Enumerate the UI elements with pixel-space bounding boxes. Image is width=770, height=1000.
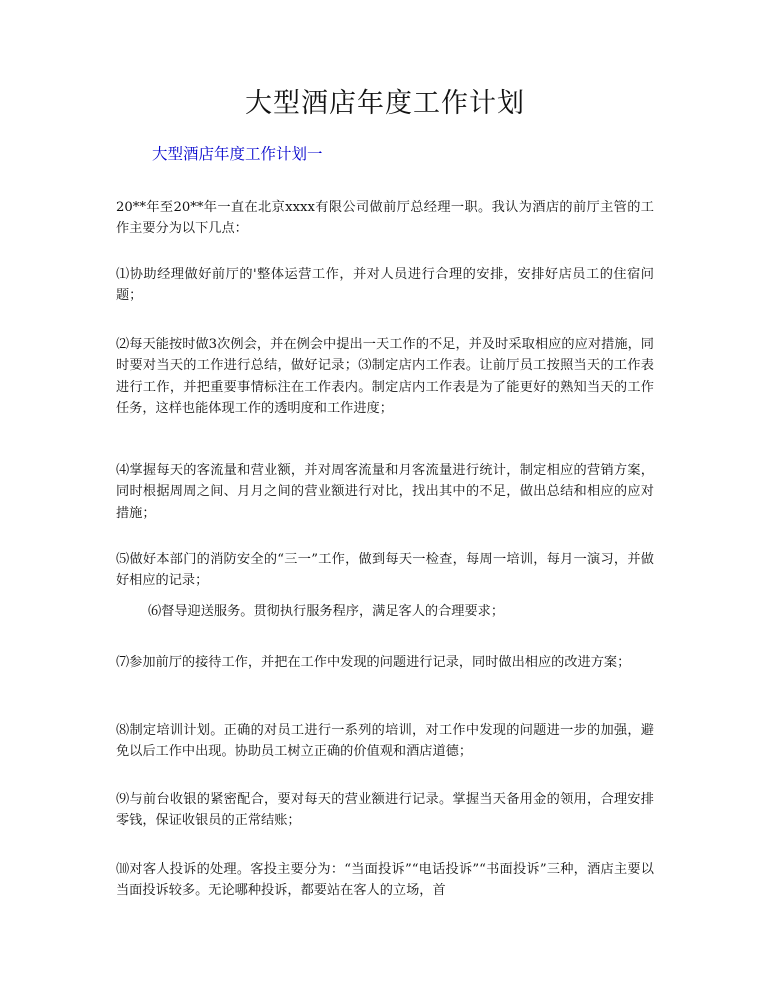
paragraph-item-9: ⑼与前台收银的紧密配合，要对每天的营业额进行记录。掌握当天备用金的领用，合理安排零钱，保证收银员的正常结账； xyxy=(116,792,654,829)
document-subtitle: 大型酒店年度工作计划一 xyxy=(152,145,323,163)
paragraph-intro: 20**年至20**年一直在北京xxxx有限公司做前厅总经理一职。我认为酒店的前厅主管的工作主要分为以下几点： xyxy=(116,200,654,237)
paragraph-item-7: ⑺参加前厅的接待工作，并把在工作中发现的问题进行记录，同时做出相应的改进方案； xyxy=(116,655,631,670)
paragraph-item-4: ⑷掌握每天的客流量和营业额，并对周客流量和月客流量进行统计，制定相应的营销方案，同时根据周周之间、月月之间的营业额进行对比，找出其中的不足，做出总结和相应的应对措施； xyxy=(116,463,654,521)
paragraph-item-1: ⑴协助经理做好前厅的'整体运营工作，并对人员进行合理的安排，安排好店员工的住宿问题； xyxy=(116,267,654,304)
paragraph-item-2-3: ⑵每天能按时做3次例会，并在例会中提出一天工作的不足，并及时采取相应的应对措施，同时要对当天的工作进行总结，做好记录；⑶制定店内工作表。让前厅员工按照当天的工作表进行工作，并把重要事情标注在工作表内。制定店内工作表是为了能更好的熟知当天的工作任务，这样也能体现工作的透明度和工作进度； xyxy=(116,337,654,417)
paragraph-item-5: ⑸做好本部门的消防安全的“三一”工作，做到每天一检查，每周一培训，每月一演习，并做好相应的记录； xyxy=(116,552,654,589)
paragraph-item-8: ⑻制定培训计划。正确的对员工进行一系列的培训，对工作中发现的问题进一步的加强，避免以后工作中出现。协助员工树立正确的价值观和酒店道德； xyxy=(116,723,654,760)
document-title: 大型酒店年度工作计划 xyxy=(245,88,525,119)
paragraph-item-10: ⑽对客人投诉的处理。客投主要分为：“当面投诉”“电话投诉”“书面投诉”三种，酒店主要以当面投诉较多。无论哪种投诉，都要站在客人的立场，首 xyxy=(116,862,654,899)
paragraph-item-6: ⑹督导迎送服务。贯彻执行服务程序，满足客人的合理要求； xyxy=(148,604,505,619)
